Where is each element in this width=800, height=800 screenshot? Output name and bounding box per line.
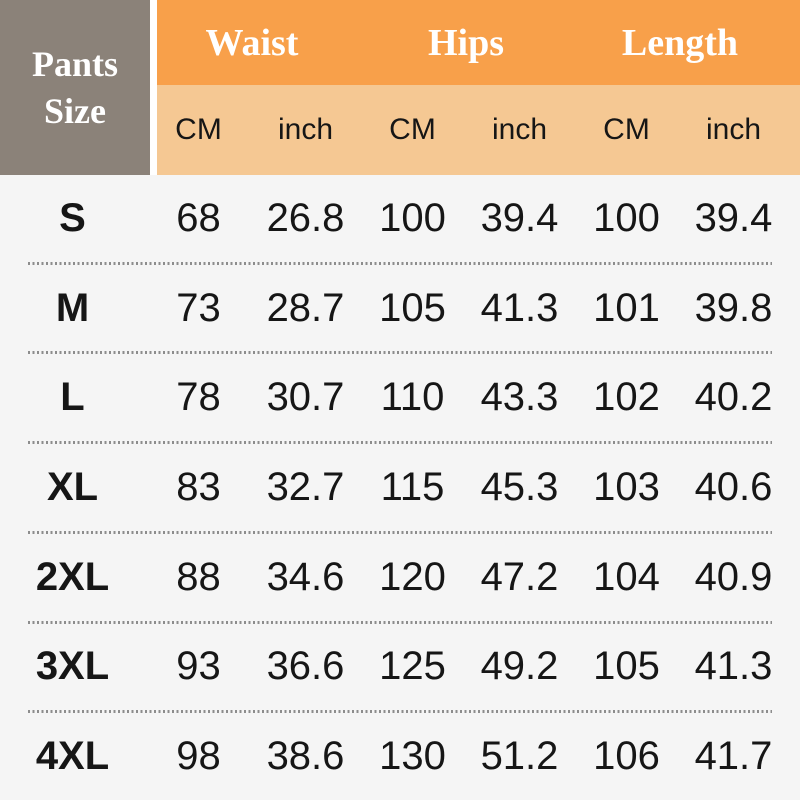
unit-header-hips-cm: CM xyxy=(389,113,436,146)
unit-header-hips-inch: inch xyxy=(491,113,548,146)
table-row xyxy=(0,713,800,800)
waist-inch-value: 36.6 xyxy=(266,644,345,689)
hips-cm-value: 130 xyxy=(379,734,446,779)
length-inch-value: 41.7 xyxy=(694,734,773,779)
table-row xyxy=(0,624,800,711)
column-group-length: Length xyxy=(621,21,739,64)
size-label: M xyxy=(55,285,90,330)
size-label: 3XL xyxy=(35,644,110,689)
column-group-hips: Hips xyxy=(427,21,505,64)
hips-inch-value: 47.2 xyxy=(480,554,559,599)
waist-inch-value: 30.7 xyxy=(266,375,345,420)
hips-cm-value: 120 xyxy=(379,554,446,599)
hips-cm-value: 100 xyxy=(379,195,446,240)
size-label: 4XL xyxy=(35,734,110,779)
hips-inch-value: 43.3 xyxy=(480,375,559,420)
table-row xyxy=(0,354,800,441)
hips-inch-value: 51.2 xyxy=(480,734,559,779)
waist-inch-value: 28.7 xyxy=(266,285,345,330)
chart-title: Pants Size xyxy=(31,43,118,131)
length-cm-value: 103 xyxy=(593,465,660,510)
size-chart-header xyxy=(0,0,800,175)
waist-cm-value: 78 xyxy=(176,375,221,420)
waist-cm-value: 73 xyxy=(176,285,221,330)
waist-cm-value: 83 xyxy=(176,465,221,510)
unit-header-waist-cm: CM xyxy=(175,113,222,146)
length-inch-value: 40.2 xyxy=(694,375,773,420)
hips-cm-value: 115 xyxy=(380,465,445,510)
length-cm-value: 100 xyxy=(593,195,660,240)
length-inch-value: 41.3 xyxy=(694,644,773,689)
length-inch-value: 40.9 xyxy=(694,554,773,599)
length-cm-value: 106 xyxy=(593,734,660,779)
table-row xyxy=(0,265,800,352)
unit-header-length-inch: inch xyxy=(705,113,762,146)
waist-cm-value: 68 xyxy=(176,195,221,240)
unit-header-length-cm: CM xyxy=(603,113,650,146)
unit-header-waist-inch: inch xyxy=(277,113,334,146)
waist-cm-value: 98 xyxy=(176,734,221,779)
length-cm-value: 101 xyxy=(593,285,660,330)
hips-cm-value: 110 xyxy=(380,375,445,420)
hips-inch-value: 45.3 xyxy=(480,465,559,510)
table-row xyxy=(0,444,800,531)
length-inch-value: 39.8 xyxy=(694,285,773,330)
group-header-row xyxy=(0,0,800,85)
waist-cm-value: 93 xyxy=(176,644,221,689)
unit-header-row xyxy=(0,85,800,175)
hips-cm-value: 105 xyxy=(379,285,446,330)
table-row xyxy=(0,534,800,621)
hips-cm-value: 125 xyxy=(379,644,446,689)
waist-cm-value: 88 xyxy=(176,554,221,599)
length-inch-value: 39.4 xyxy=(694,195,773,240)
size-label: S xyxy=(59,195,86,240)
column-group-waist: Waist xyxy=(205,21,299,64)
waist-inch-value: 26.8 xyxy=(266,195,345,240)
waist-inch-value: 32.7 xyxy=(266,465,345,510)
size-label: XL xyxy=(46,465,99,510)
length-cm-value: 104 xyxy=(593,554,660,599)
table-body xyxy=(0,175,800,800)
length-cm-value: 105 xyxy=(593,644,660,689)
hips-inch-value: 41.3 xyxy=(480,285,559,330)
size-label: 2XL xyxy=(35,554,110,599)
length-inch-value: 40.6 xyxy=(694,465,773,510)
hips-inch-value: 39.4 xyxy=(480,195,559,240)
hips-inch-value: 49.2 xyxy=(480,644,559,689)
length-cm-value: 102 xyxy=(593,375,660,420)
waist-inch-value: 38.6 xyxy=(266,734,345,779)
table-row xyxy=(0,175,800,262)
size-label: L xyxy=(60,375,85,420)
waist-inch-value: 34.6 xyxy=(266,554,345,599)
